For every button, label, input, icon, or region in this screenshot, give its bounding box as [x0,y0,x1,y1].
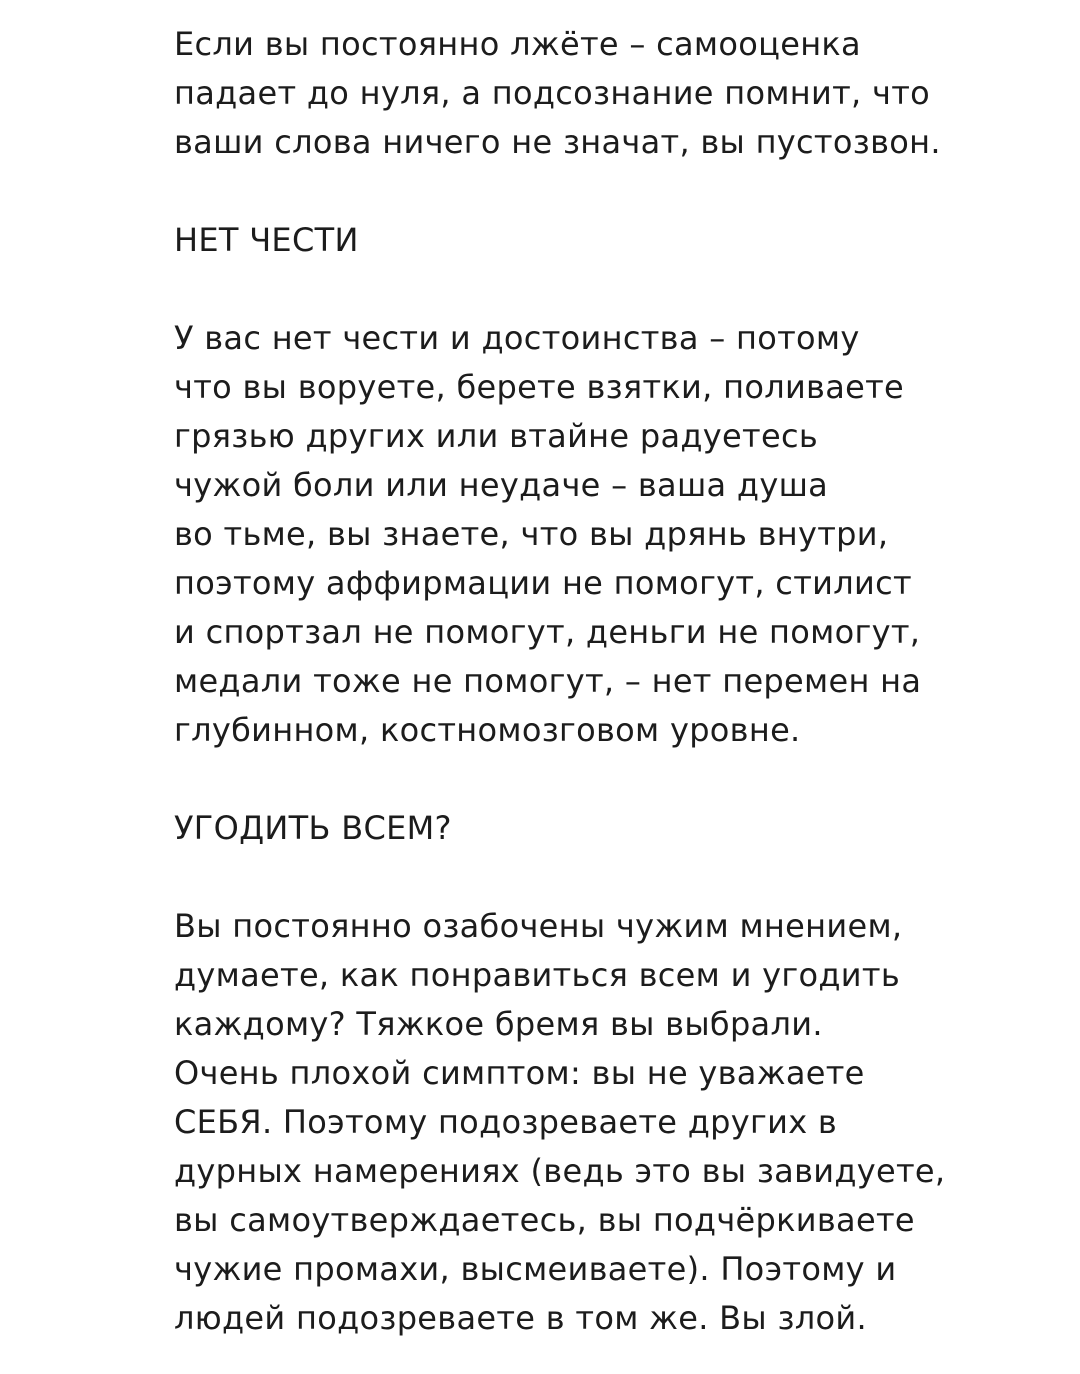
paragraph-line: СЕБЯ. Поэтому подозреваете других в [174,1103,838,1141]
paragraph-line: чужой боли или неудаче – ваша душа [174,466,829,504]
honor-paragraph [174,314,1054,755]
paragraph-line: вы самоутверждаетесь, вы подчёркиваете [174,1201,915,1239]
intro-paragraph [174,20,1054,167]
please-everyone-paragraph [174,902,1054,1343]
paragraph-line: во тьме, вы знаете, что вы дрянь внутри, [174,515,889,553]
section-heading-please-everyone: УГОДИТЬ ВСЕМ? [174,809,452,847]
paragraph-line: медали тоже не помогут, – нет перемен на [174,662,922,700]
paragraph-line: ваши слова ничего не значат, вы пустозвон. [174,123,941,161]
paragraph-line: Очень плохой симптом: вы не уважаете [174,1054,865,1092]
section-heading-honor: НЕТ ЧЕСТИ [174,221,359,259]
paragraph-line: поэтому аффирмации не помогут, стилист [174,564,912,602]
paragraph-spacer [174,853,1054,902]
paragraph-line: Если вы постоянно лжёте – самооценка [174,25,861,63]
paragraph-line: У вас нет чести и достоинства – потому [174,319,860,357]
paragraph-line: грязью других или втайне радуетесь [174,417,819,455]
paragraph-line: каждому? Тяжкое бремя вы выбрали. [174,1005,823,1043]
paragraph-line: Вы постоянно озабочены чужим мнением, [174,907,903,945]
paragraph-line: дурных намерениях (ведь это вы завидуете, [174,1152,946,1190]
paragraph-line: падает до нуля, а подсознание помнит, что [174,74,931,112]
article-body [174,20,1054,1343]
paragraph-line: глубинном, костномозговом уровне. [174,711,801,749]
paragraph-line: думаете, как понравиться всем и угодить [174,956,900,994]
paragraph-spacer [174,167,1054,216]
paragraph-line: людей подозреваете в том же. Вы злой. [174,1299,867,1337]
paragraph-line: чужие промахи, высмеиваете). Поэтому и [174,1250,897,1288]
paragraph-line: что вы воруете, берете взятки, поливаете [174,368,905,406]
paragraph-line: и спортзал не помогут, деньги не помогут, [174,613,921,651]
paragraph-spacer [174,755,1054,804]
paragraph-spacer [174,265,1054,314]
